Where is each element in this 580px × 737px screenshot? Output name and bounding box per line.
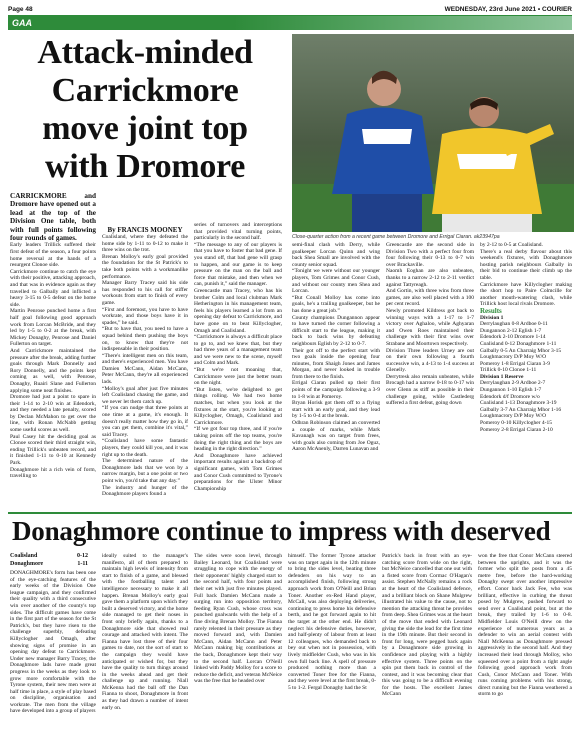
section-banner [8, 16, 572, 30]
story1-lede: CARRICKMORE and Dromore have opened out a lead at the top of the Division One table, both with full points following four rounds of games. [10, 192, 96, 243]
issue-date: WEDNESDAY, 23rd June 2021 • COURIER [444, 6, 572, 13]
story1-para: “But listen, we're delighted to get things rolling. We had two home matches, but when you look at the fixtures at the start, you're looking at Killyclogher, Omagh, Coalisland and Carrickmore. [194, 386, 282, 426]
story1-para: “There's intelligent men on this team, and there's experienced men. You have Damien McCann, Aidan McCann, Peter McCann, they're all experienced lads. [102, 352, 188, 386]
section-label: GAA [12, 18, 32, 28]
result-line: Loughmacrory D/P Moy W/O [480, 413, 547, 420]
story1-para: Coalisland, where they defeated the home side by 1-11 to 0-12 to make it three wins on the trot. [102, 234, 188, 254]
story1-headline: Attack-minded Carrickmore move joint top with Dromore [37, 34, 253, 185]
page-number: Page 48 [8, 6, 33, 13]
story1-para: Derrytresk also remain unbeaten, while Brocagh had a narrow 0-18 to 0-17 win over Glenn as stiff as possible in their challenge going, while Castlederg suffered a first defeat, going down [386, 373, 474, 407]
story1-para: Donaghmore hit a rich vein of form, travelling to [10, 466, 96, 480]
story1-para: Carrickmore continue to catch the eye with their positive, attacking approach, and that was in evidence again as they travelled to Galbally and inflicted a heavy 3-15 to 0-5 defeat on the home side. [10, 268, 96, 308]
result-line: Pomeroy 1-8 Errigal Ciaran 3-9 [480, 360, 550, 367]
story1-para: Errigal Ciaran pulled up their first points of the campaign following a 3-9 to 1-8 win at Pomeroy. [292, 380, 380, 400]
score-row-home [10, 553, 88, 561]
story1-para: Martin Penrose punched home a first half goal following good approach work from Lorcan McBride, and they led by 1-5 to 0-2 at the break, with Mickey Donaghy, Penrose and Daniel Fullerton on target. [10, 308, 96, 348]
story2-column-3 [194, 553, 282, 732]
story1-para: “But to have that, you need to have a squad behind them pushing the boys on, to know that they're not indispensable in their position. [102, 326, 188, 353]
result-line: Edendork 2-10 Dromore 1-14 [480, 334, 546, 341]
result-line: Galbally 0-5 An Charraig Mhor 3-15 [480, 347, 562, 354]
story1-para: And Donaghmore have achieved important results against a backdrop of significant games, with Tom Grimes and Conor Cush committed to Tyrone's preparations for the Ulster Minor Championship [194, 452, 282, 492]
story1-column-2 [102, 222, 188, 508]
story1-para: “Carrickmore is always a difficult place to go to, and we knew that, but they had three years of a management team and we were new to the scene, myself and Colm and Mark. [194, 334, 282, 367]
story1-para: Carrickmore have Killyclogher making the short hop to Paire Colmcille for another mouth-watering clash, while Trillick host local rivals Dromore. [480, 281, 572, 308]
story2-para: DONAGHMORE's form has been one of the eye-catching features of the early weeks of the Division One league campaign, and they confirmed their quality with a third consecutive win over another of the county's top sides. The difficult games have come in the first part of the season for the St Patrick's, but they have risen to the challenge superbly, defeating Killyclogher and Omagh, after showing signs of promise in an opening day defeat to Carrickmore. Under new manager Barry Tracey, the Donaghmore lads have made great progress in the weeks as they look to grow more comfortable with the Tyrone system, their new men were at half time in place, a style of play based on discipline, organisation and workrate. The men from the village have developed into a group of players [10, 570, 96, 715]
match-photo [292, 34, 574, 232]
story1-para: “First and foremost, you have to have workrate, and those boys have it in spades,” he said. [102, 306, 188, 326]
story2-column-6 [478, 553, 572, 732]
story1-para: And Carrickmore maintained the pressure after the break, adding further goals through Mark Donnelly and Rory Donnelly, and the points kept coming as well, with Penrose, Donaghy, Ruairi Slane and Fullerton applying some neat finishes. [10, 347, 96, 394]
story1-para: “Tonight we were without our younger players, Tom Grimes and Conor Cush, and without our county men Shea and Lorcan. [292, 268, 380, 295]
story2-para: ideally suited to the manager's manifesto, all of them prepared to maintain high levels of intensity from start to finish of a game, and blessed with the footballing talent and intelligence necessary to make it all happen. Brenan Molloy's early goal gave them a platform upon which they built a deserved victory, and the home side managed to get their noses in front only briefly again, thanks to a Donaghmore side that showed real courage and attacked with intent. The Fianna have lost three of their four games to date, not the sort of start to the campaign they would have anticipated or wished for, but they have the quality to turn things around in the weeks ahead and get their challenge up and running. Niall McKenna had the ball off the Dan Fianna to shoot, Donaghmore in front as they had drawn a number of intent early on. [102, 553, 188, 711]
result-line: Galbally 3-7 An Charraig Mhor 1-16 [480, 406, 562, 413]
result-line: Loughmacrory D/P Moy W/O [480, 354, 547, 361]
story1-column-6 [480, 242, 572, 508]
score-row-away [10, 561, 88, 569]
story1-para: And Gortin, with three wins from three games, are also well placed with a 100 per cent record. [386, 288, 474, 308]
story1-column-3 [194, 222, 282, 508]
story1-para: semi-final clash with Derry, while goalkeeper Lorcan Quinn and wing back Shea Small are involved with the county senior squad. [292, 242, 380, 268]
story2-headline: Donaghmore continue to impress with deserved [12, 516, 551, 546]
results-title: Results [480, 306, 502, 315]
result-line: Derrylaughan 2-9 Ardboe 2-7 [480, 380, 546, 387]
away-score: 1-11 [77, 560, 88, 567]
story1-para: Paul Casey hit the deciding goal as Clonoe scored their third straight win, ending Trillick's unbeaten record, and it finished 1-11 to 0-10 at Kennedy Park. [10, 433, 96, 467]
story1-para: Their got off to the perfect start with two goals inside the opening four minutes, from Shaigh Jones and James Morgan, and never looked in trouble from there to the finish. [292, 347, 380, 380]
story1-column-4 [292, 242, 380, 508]
story2-para: The sides were soon level, through Bailey Leonard, but Coalisland were struggling to cope with the energy of their opponents' highly charged start to the second half, with four points and their net with just five minutes played. Full back Damien McCann made a surging run into opposition territory, feeding Ryan Cush, whose cross was punched goalwards with the help of a fine diving Brenan Molloy. The Fianna rarely relented in their pressure as they moved forward and, with Damien McCann, Aidan McCann and Peter McCann making big contributions at the back, Donaghmore kept their way to the second half. Lorcan O'Neill linked with Paddy Molloy for a score to reduce the deficit, and veteran McNeice was the free that he headed over [194, 553, 282, 685]
byline: By FRANCIS MOONEY [107, 226, 183, 234]
story1-para: “The message to any of our players is that you have to foster that bad gene. If you stand off, that bad gene will grasp to happen, and our game is to keep pressure on the man on the ball and force that mistake, and then when we can, punish it,” said the manager. [194, 241, 282, 288]
story1-para: “Coalisland have some fantastic players, they could kill you, and it was right up to the death. [102, 438, 188, 458]
story1-para: Division Three leaders Urney are out on their own following a fourth successive win, a 4-13 to 1-4 success at Glenelly. [386, 347, 474, 374]
division-1-title: Division 1 [480, 314, 504, 321]
home-score: 0-12 [77, 553, 88, 559]
story1-column-5 [386, 242, 474, 508]
away-team: Donaghmore [10, 560, 44, 567]
result-line: Pomeroy 2-8 Errigal Ciaran 2-10 [480, 426, 553, 433]
story1-para: “Molloy's goal after just five minutes left Coalisland chasing the game, and we never let them catch up. [102, 385, 188, 405]
story1-para: Early leaders Trillick suffered their first defeat of the season, a four points home reversal at the hands of a resurgent Clonoe side. [10, 242, 96, 269]
story2-column-1 [10, 570, 96, 732]
story2-para: Patrick's back in front with an eye-catching score from wide on the right, but McNeice cancelled that one out with a fisted score from Cormac O'Hagan's assist. Stephen McNally remains a rock at the heart of the Coalisland defence, and a brilliant block on Shane Mulgrew illustrated his value to the cause, not to mention the attacking threat he provides from deep. Shea Grimes was at the heart of the move that ended with Leonard giving the side the lead for the first time in the 19th minute. But their second in front for long, were pegged back again by a Donaghmore side growing in confidence and playing with a highly effective system. Three points on the spin put them back in control of the contest, and it was becoming clear that this was going to be a difficult evening for the hosts. The excellent James McCann [382, 553, 472, 698]
story1-para: Brenan Molloy's early goal provided the foundation for the St Patrick's to take both points with a workmanlike performance. [102, 253, 188, 280]
story1-para: The determined nature of the Donaghmore lads that we won by a narrow margin, but a one point or two point win, you'd take that any day.” [102, 458, 188, 484]
story2-para: himself. The former Tyrone attacker was on target again in the 12th minute to bring the sides level, beating three defenders on his way to an accomplished finish, following strong approach work from O'Neill and Brian Toner. Another ex-Red Hand player, McCall, was also deploying deliveries, continuing to press home his defensive berth, and he got forward again to hit the target at the other end. He didn't neglect his defensive duties, however, and half-plenty of labour from at least 12 colleagues, who demanded back to bey out when not in possession, with lively midfielder Cush, who was in his own full back line. A spell of pressure produced nothing more than a converted Toner free for the Fianna, and they were level at the first break, 0-5 to 1-2. Fergal Donaghy had the St [288, 553, 376, 691]
result-line: Coalisland 0-12 Donaghmore 1-11 [480, 340, 557, 347]
story1-para: Greencastle man Tracey, who has his brother Colm and local clubman Mark Hetherington in his management team, feels his players learned a lot from an opening day defeat to Carrickmore, and have gone on to beat Killyclogher, Omagh and Coalisland. [194, 287, 282, 334]
story1-para: Greencastle are the second side in Division Two with a perfect four from four following their 0-13 to 0-7 win over Brackaville. [386, 242, 474, 268]
result-line: Dungannon 1-10 Eglish 1-7 [480, 387, 542, 394]
story1-column-1 [10, 192, 96, 508]
story2-rule [8, 512, 572, 514]
photo-caption: Close-quarter action from a recent game between Dromore and Errigal Ciaran. ak23947pa [292, 234, 500, 240]
story1-para: “But Conall Molloy has come into goals, he's a trailing goalkeeper, but he has done a great job.” [292, 294, 380, 314]
division-1-reserve-title: Division 1 Reserve [480, 373, 524, 380]
story1-para: “If you can nudge that three points at one time at a game, it's enough. It doesn't really matter how they go in, if you can get them, combine it's vital,” said Tracey. [102, 405, 188, 438]
story1-para: “But we're not moaning that, Carrickmore were just the better team on the night. [194, 367, 282, 387]
section-banner-bar [8, 16, 572, 30]
story2-column-4 [288, 553, 376, 732]
scoreline [10, 553, 88, 568]
home-team: Coalisland [10, 553, 38, 559]
result-line: Dungannon 2-12 Eglish 1-7 [480, 327, 542, 334]
story1-para: Odhran Robinson claimed an converted a couple of marks, while Mark Kavanagh was on target from frees, with goals also coming from Joe Oguz, Aaron McAnenly, Darren Lunavan and [292, 420, 380, 453]
story1-para: The industry and hunger of the Donaghmore players found a [102, 484, 188, 498]
story2-para: won the free that Conor McCann steered between the uprights, and it was the former who split the posts from a 45 metre free, before the hard-working Donaghy swept over another impressive effort. Conor back Jack Fee, who was brilliant, effective in curbing the threat posed by Mulgrew, pushed forward to send over a Coalisland point, but at the break, they trailed by 1-6 to 0-8. Midfielder Louis O'Neill drew on the experience of numerous years as a defender to win an aerial contest with Niall McKenna as Donaghmore pressed aggressively in the second half. And they increased their lead through Molloy, who squeezed over a point from a tight angle following good approach work from Cush, Conor McCann and Toner. With runs coming problems with his strong, direct running but the Fianna weathered a storm to go [478, 553, 572, 698]
story2-column-5 [382, 553, 472, 732]
story1-para: “If we got four top three, and if you're taking points off the top teams, you're doing the right thing and the boys are heading in the right direction.” [194, 426, 282, 453]
story1-para: County champions Dungannon appear to have turned the corner following a difficult start to the league, making it back to back wins by defeating neighbours Eglish by 2-12 to 0-7. [292, 314, 380, 347]
story1-para: Manager Barry Tracey said his side has responded to his call for stiffer workouts from start to finish of every game. [102, 280, 188, 306]
result-line: Trillick 0-10 Clonoe 1-11 [480, 367, 537, 374]
story1-para: Naomh Eoghan are also unbeaten, thanks to a narrow 2-12 to 2-11 verdict against Tattyreagh. [386, 268, 474, 288]
story1-para: Bryan Horisk got them off to a flying start with an early goal, and they lead by 1-5 to 0-4 at the break. [292, 400, 380, 420]
result-line: Coalisland 1-13 Donaghmore 3-19 [480, 400, 557, 407]
result-line: Edendork d/f Dromore w/o [480, 393, 540, 400]
story1-para: Dromore had just a point to spare in their 1-14 to 2-10 win at Edendork, and they needed a late penalty, scored by Declan McMahon to get over the line, with Ronan McNabb getting some useful scores as well. [10, 394, 96, 434]
photo-image [292, 34, 574, 232]
story1-para: There's a real derby flavour about this weekend's fixtures, with Donaghmore hosting parish neighbours Galbally in their bid to continue their climb up the table. [480, 248, 572, 281]
story1-para: by 2-12 to 0-5 at Coalisland. [480, 242, 543, 248]
story2-column-2 [102, 553, 188, 732]
result-line: Pomeroy 0-10 Killyclogher 4-15 [480, 420, 552, 427]
story1-para: Newly promoted Kildress got back to winning ways with a 1-17 to 1-7 victory over Aghaloo, while Aghyaran and Owen Roes maintained their challenge with their first wins over Strabane and Moortown respectively. [386, 307, 474, 347]
story1-para: series of turnovers and interceptions that provided vital turning points, particularly in the second half. [194, 222, 282, 242]
result-line: Derrylaughan 0-8 Ardboe 0-11 [480, 321, 548, 328]
